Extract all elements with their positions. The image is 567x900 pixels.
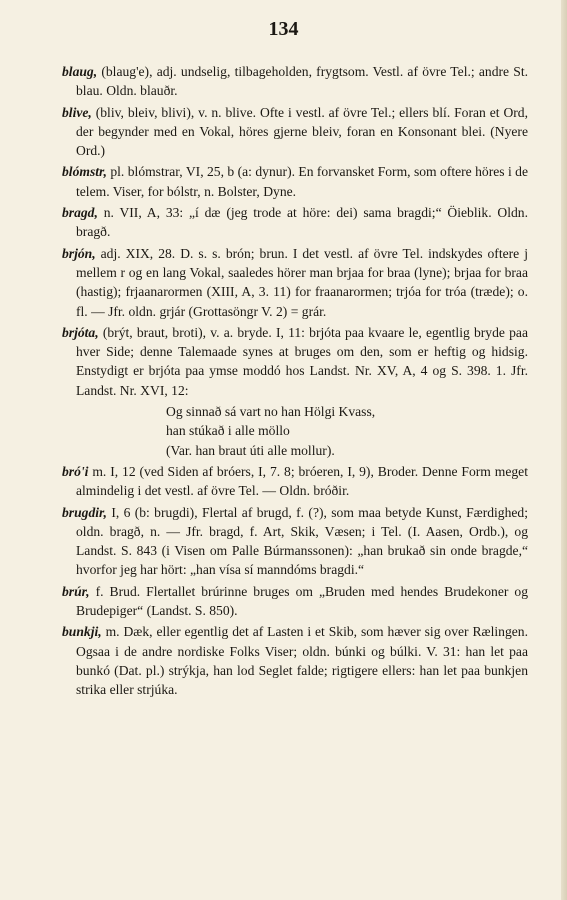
headword: brjón,: [62, 245, 96, 261]
verse-line: (Var. han braut úti alle mollur).: [166, 442, 335, 458]
entry-text: (blaug'e), adj. undselig, tilbageholden, frygtsom. Vestl. af övre Tel.; andre St. blau. Oldn. blauðr.: [76, 64, 528, 99]
entry-blaug: [62, 62, 528, 101]
entry-text: m. I, 12 (ved Siden af bróers, I, 7. 8; bróeren, I, 9), Broder. Denne Form meget almindelig i det vestl. af övre Tel. — Oldn. bróðir.: [76, 463, 528, 499]
headword: brjóta,: [62, 324, 99, 340]
entry-text: (brýt, braut, broti), v. a. bryde. I, 11: brjóta paa kvaare le, egentlig bryde paa hver Side; denne Talemaade synes at bruges om den, som er heftig og hidsig. Enstydigt er brjóta paa ymse moddó hos Landst. Nr. XV, A, 4 og S. 398. 1. Jfr. Landst. Nr. XVI, 12:: [76, 324, 528, 398]
entry-blive: [62, 103, 528, 161]
headword: blaug,: [62, 64, 98, 79]
headword: brugdir,: [62, 504, 107, 520]
headword: bunkji,: [62, 624, 102, 640]
verse-line: han stúkað i alle möllo: [166, 423, 290, 439]
verse-quote: [62, 402, 528, 460]
entry-bragd: [62, 203, 528, 242]
entry-brugdir: [62, 503, 528, 580]
entry-brjon: [62, 244, 528, 321]
entry-brjota: [62, 323, 528, 400]
entry-text: adj. XIX, 28. D. s. s. brón; brun. I det vestl. af övre Tel. indskydes oftere j mellem r og en lang Vokal, saaledes hörer man brjaa for braa (lyne); brjaa for braa (hastig); frjaanarormen (XIII, A, 3. 11) for fraanarormen; trjóa for tróa (træde); o. fl. — Jfr. oldn. grjár (Grottasöngr V. 2) = grár.: [76, 245, 528, 319]
headword: blive,: [62, 104, 92, 120]
entry-text: f. Brud. Flertallet brúrinne bruges om „Bruden med hendes Brudekoner og Brudepiger“ (Landst. S. 850).: [76, 583, 528, 619]
entry-text: I, 6 (b: brugdi), Flertal af brugd, f. (?), som maa betyde Kunst, Færdighed; oldn. bragð, n. — Jfr. bragd, f. Art, Skik, Væsen; i Tel. (I. Aasen, Ordb.), og Landst. S. 843 (i Visen om Palle Búrmanssonen): „han brukað sin onde bragde,“ hvorfor jeg har hört: „han vísa sí manndóms bragdi.“: [76, 504, 528, 578]
entry-bunkji: [62, 622, 528, 699]
headword: brúr,: [62, 583, 90, 599]
entries: [62, 62, 528, 702]
entry-text: m. Dæk, eller egentlig det af Lasten i et Skib, som hæver sig over Rælingen. Ogsaa i de andre nordiske Folks Viser; oldn. búnki og búlki. V. 31: han let paa bunkó (Dat. pl.) strýkja, han lod Seglet falde; rigtigere ellers: han let paa bunkjen strika eller strjúka.: [76, 624, 528, 698]
page-edge: [561, 0, 567, 900]
verse-line: Og sinnað sá vart no han Hölgi Kvass,: [166, 404, 376, 420]
entry-text: (bliv, bleiv, blivi), v. n. blive. Ofte i vestl. af övre Tel.; ellers blí. Foran et Ord, der begynder med en Vokal, höres gjerne bleiv, foran en Konsonant blei. (Nyere Ord.): [76, 104, 528, 159]
entry-text: pl. blómstrar, VI, 25, b (a: dynur). En forvansket Form, som oftere höres i de telem. Viser, for bólstr, n. Bolster, Dyne.: [76, 164, 528, 199]
headword: blómstr,: [62, 164, 107, 180]
entry-text: n. VII, A, 33: „í dæ (jeg trode at höre: dei) sama bragdi;“ Öieblik. Oldn. bragð.: [76, 205, 528, 240]
entry-broi: [62, 462, 528, 501]
entry-blomstr: [62, 162, 528, 201]
entry-brur: [62, 582, 528, 621]
page-number: 134: [268, 18, 299, 40]
headword: bró'i: [62, 463, 89, 479]
headword: bragd,: [62, 205, 98, 221]
